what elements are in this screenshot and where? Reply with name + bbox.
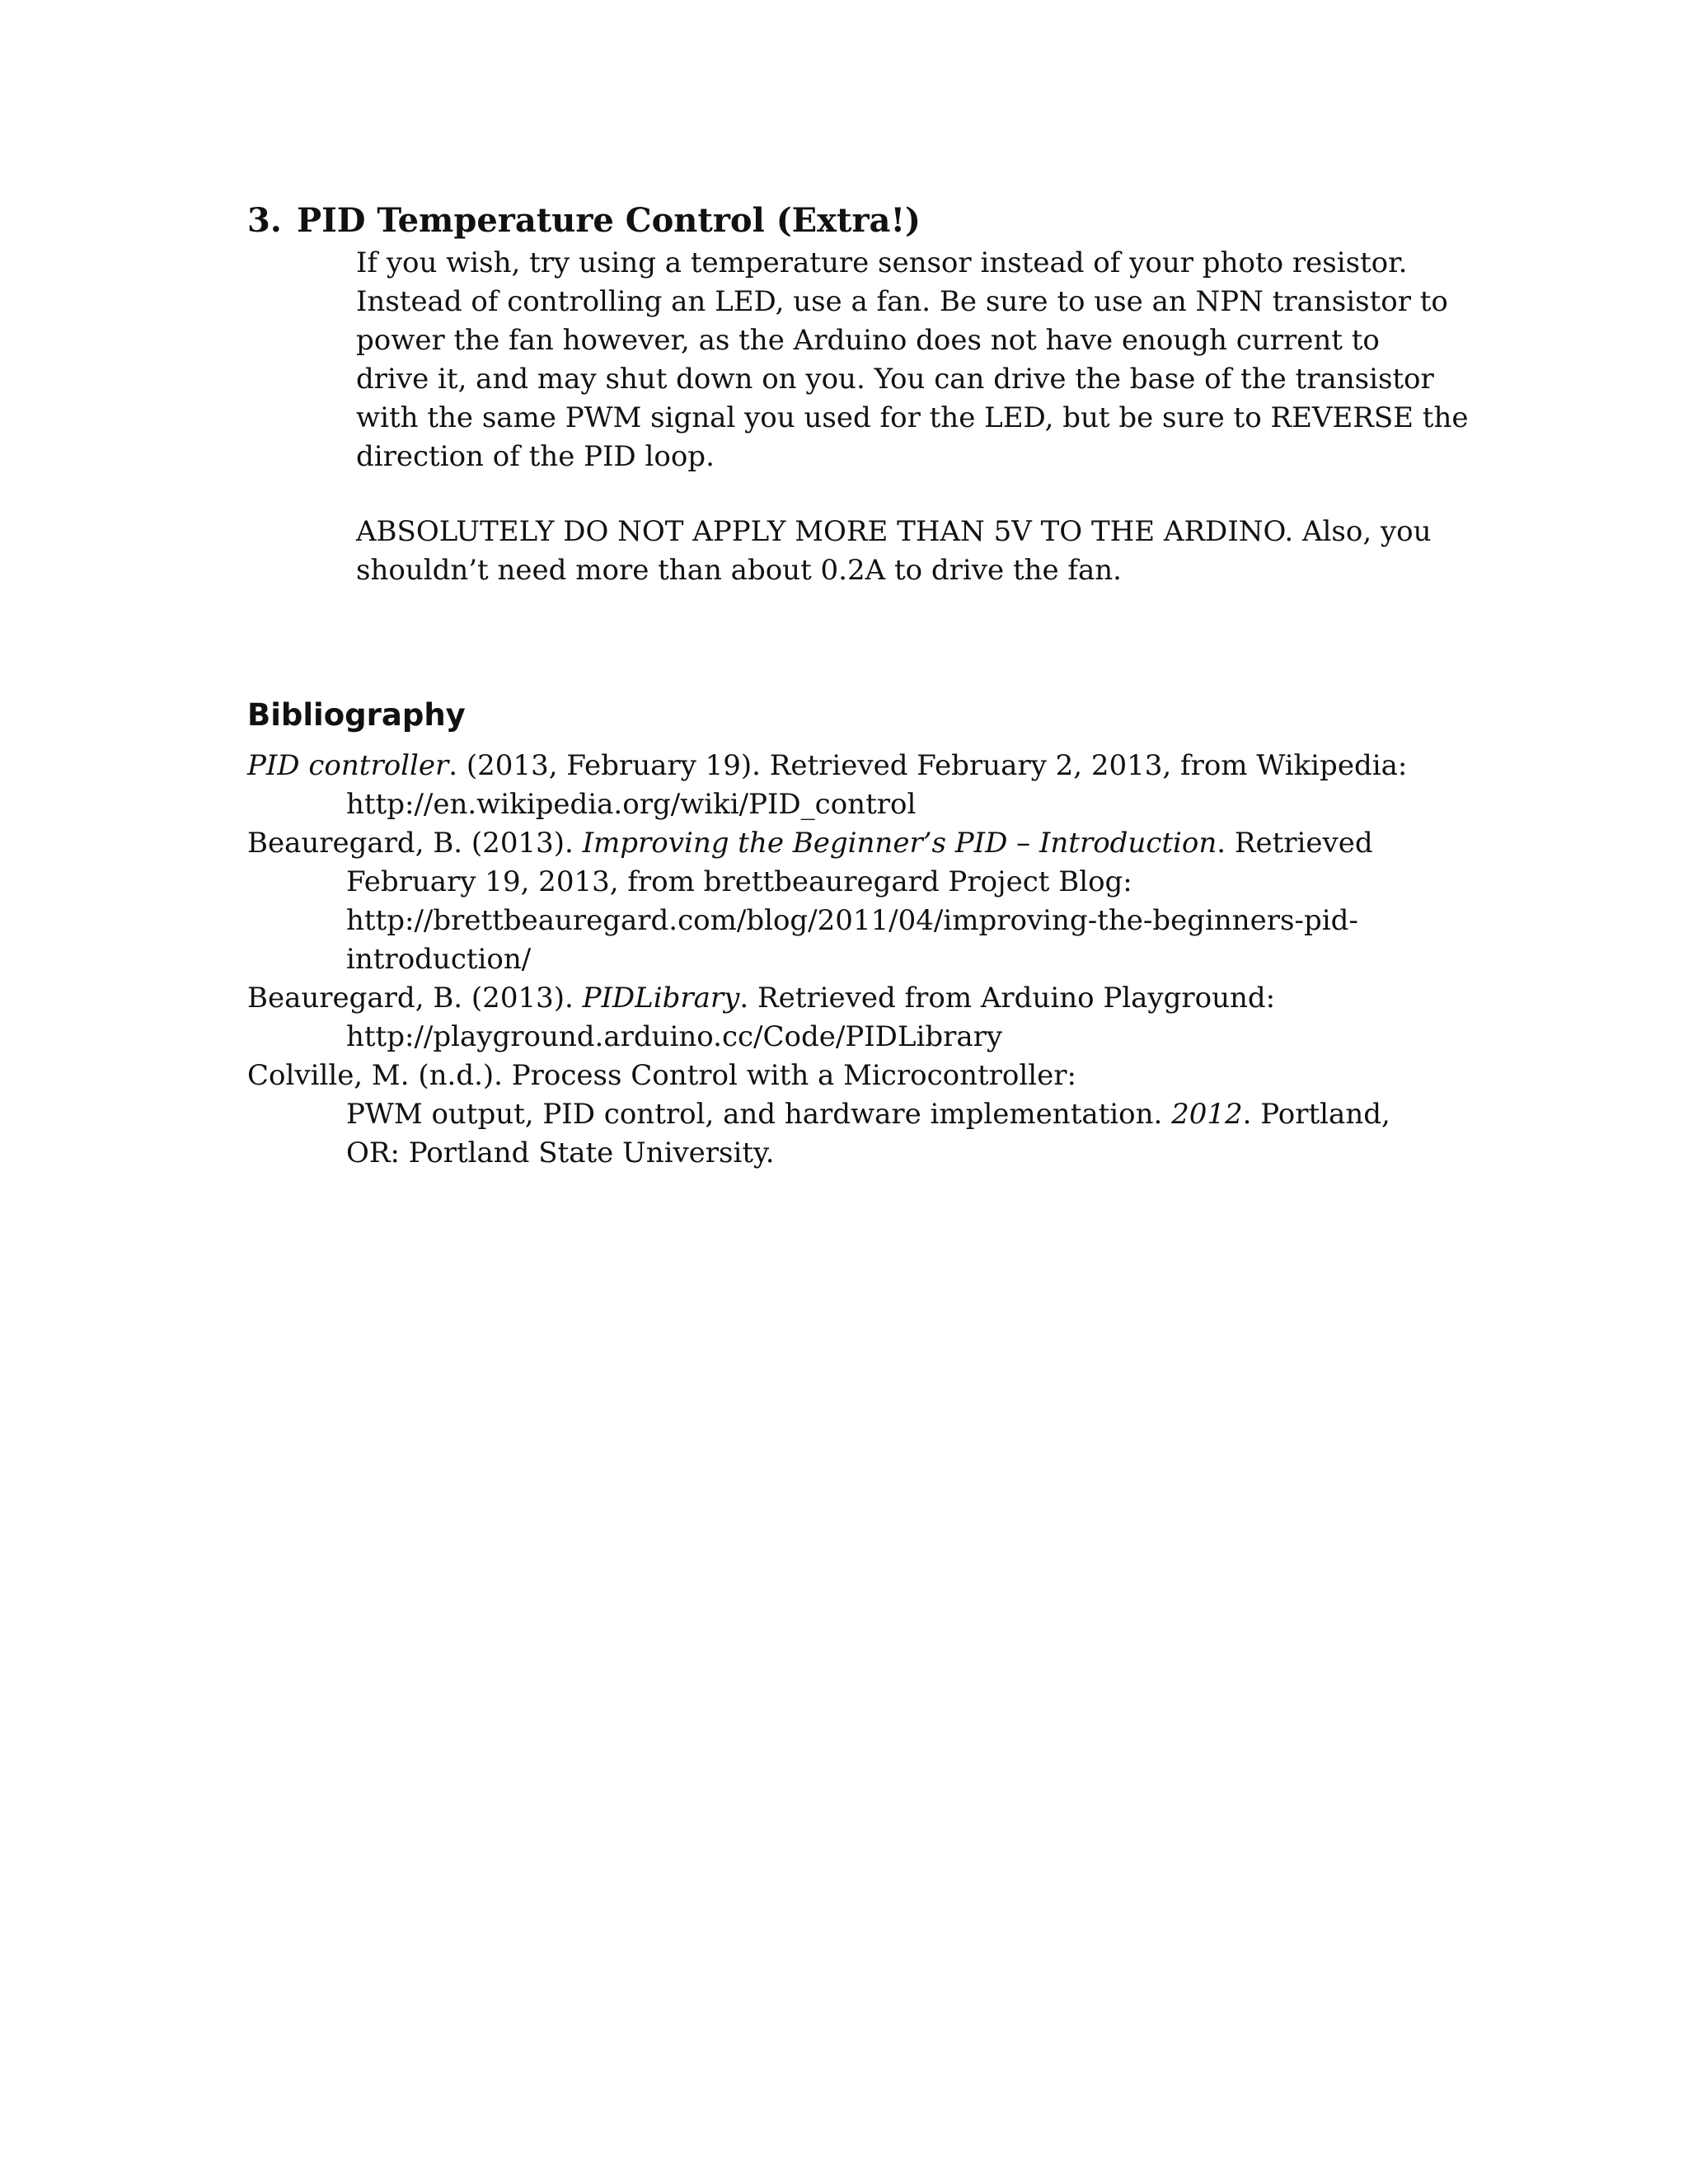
bibliography-entry-improving-pid — [247, 824, 1459, 979]
entry-line: Colville, M. (n.d.). Process Control with a Microcontroller: — [247, 1059, 1076, 1092]
entry-url: introduction/ — [346, 943, 532, 976]
paragraph-line: Instead of controlling an LED, use a fan. Be sure to use an NPN transistor to — [356, 285, 1448, 318]
bibliography-heading: Bibliography — [247, 697, 466, 733]
bibliography-entry-process-control — [247, 1057, 1459, 1173]
entry-title: PID controller — [247, 749, 449, 782]
section-paragraph-intro — [356, 244, 1469, 476]
entry-title: PIDLibrary — [582, 982, 740, 1015]
bibliography-list — [247, 747, 1459, 1173]
entry-title: Improving the Beginner’s PID – Introduction — [582, 827, 1217, 860]
entry-line — [247, 979, 1459, 1018]
entry-line — [247, 1095, 1459, 1134]
bibliography-entry-pid-controller — [247, 747, 1459, 824]
entry-text: . (2013, February 19). Retrieved February 2, 2013, from Wikipedia: — [448, 749, 1408, 782]
entry-author: Beauregard, B. (2013). — [247, 982, 583, 1015]
section-paragraph-warning — [356, 513, 1452, 590]
entry-line — [247, 747, 1459, 785]
entry-text: . Portland, — [1242, 1098, 1390, 1131]
entry-year: 2012 — [1171, 1098, 1243, 1131]
paragraph-line: ABSOLUTELY DO NOT APPLY MORE THAN 5V TO THE ARDINO. Also, you — [356, 515, 1432, 548]
entry-text: PWM output, PID control, and hardware implementation. — [346, 1098, 1172, 1131]
entry-text: . Retrieved from Arduino Playground: — [739, 982, 1276, 1015]
section-heading — [247, 196, 921, 246]
paragraph-line: If you wish, try using a temperature sensor instead of your photo resistor. — [356, 246, 1408, 279]
paragraph-line: with the same PWM signal you used for the LED, but be sure to REVERSE the — [356, 401, 1469, 434]
paragraph-line: direction of the PID loop. — [356, 440, 715, 473]
entry-text: . Retrieved — [1217, 827, 1373, 860]
section-number: 3. — [247, 201, 282, 240]
paragraph-line: drive it, and may shut down on you. You can drive the base of the transistor — [356, 363, 1434, 396]
entry-line — [247, 824, 1459, 863]
entry-text: February 19, 2013, from brettbeauregard Project Blog: — [346, 865, 1132, 898]
entry-url: http://playground.arduino.cc/Code/PIDLibrary — [346, 1020, 1003, 1053]
section-title: PID Temperature Control (Extra!) — [297, 201, 921, 240]
paragraph-line: power the fan however, as the Arduino does not have enough current to — [356, 324, 1380, 357]
entry-author: Beauregard, B. (2013). — [247, 827, 583, 860]
paragraph-line: shouldn’t need more than about 0.2A to drive the fan. — [356, 554, 1122, 587]
entry-url: http://en.wikipedia.org/wiki/PID_control — [346, 788, 917, 821]
entry-text: OR: Portland State University. — [346, 1137, 775, 1169]
bibliography-entry-pidlibrary — [247, 979, 1459, 1057]
entry-url: http://brettbeauregard.com/blog/2011/04/improving-the-beginners-pid- — [346, 904, 1358, 937]
